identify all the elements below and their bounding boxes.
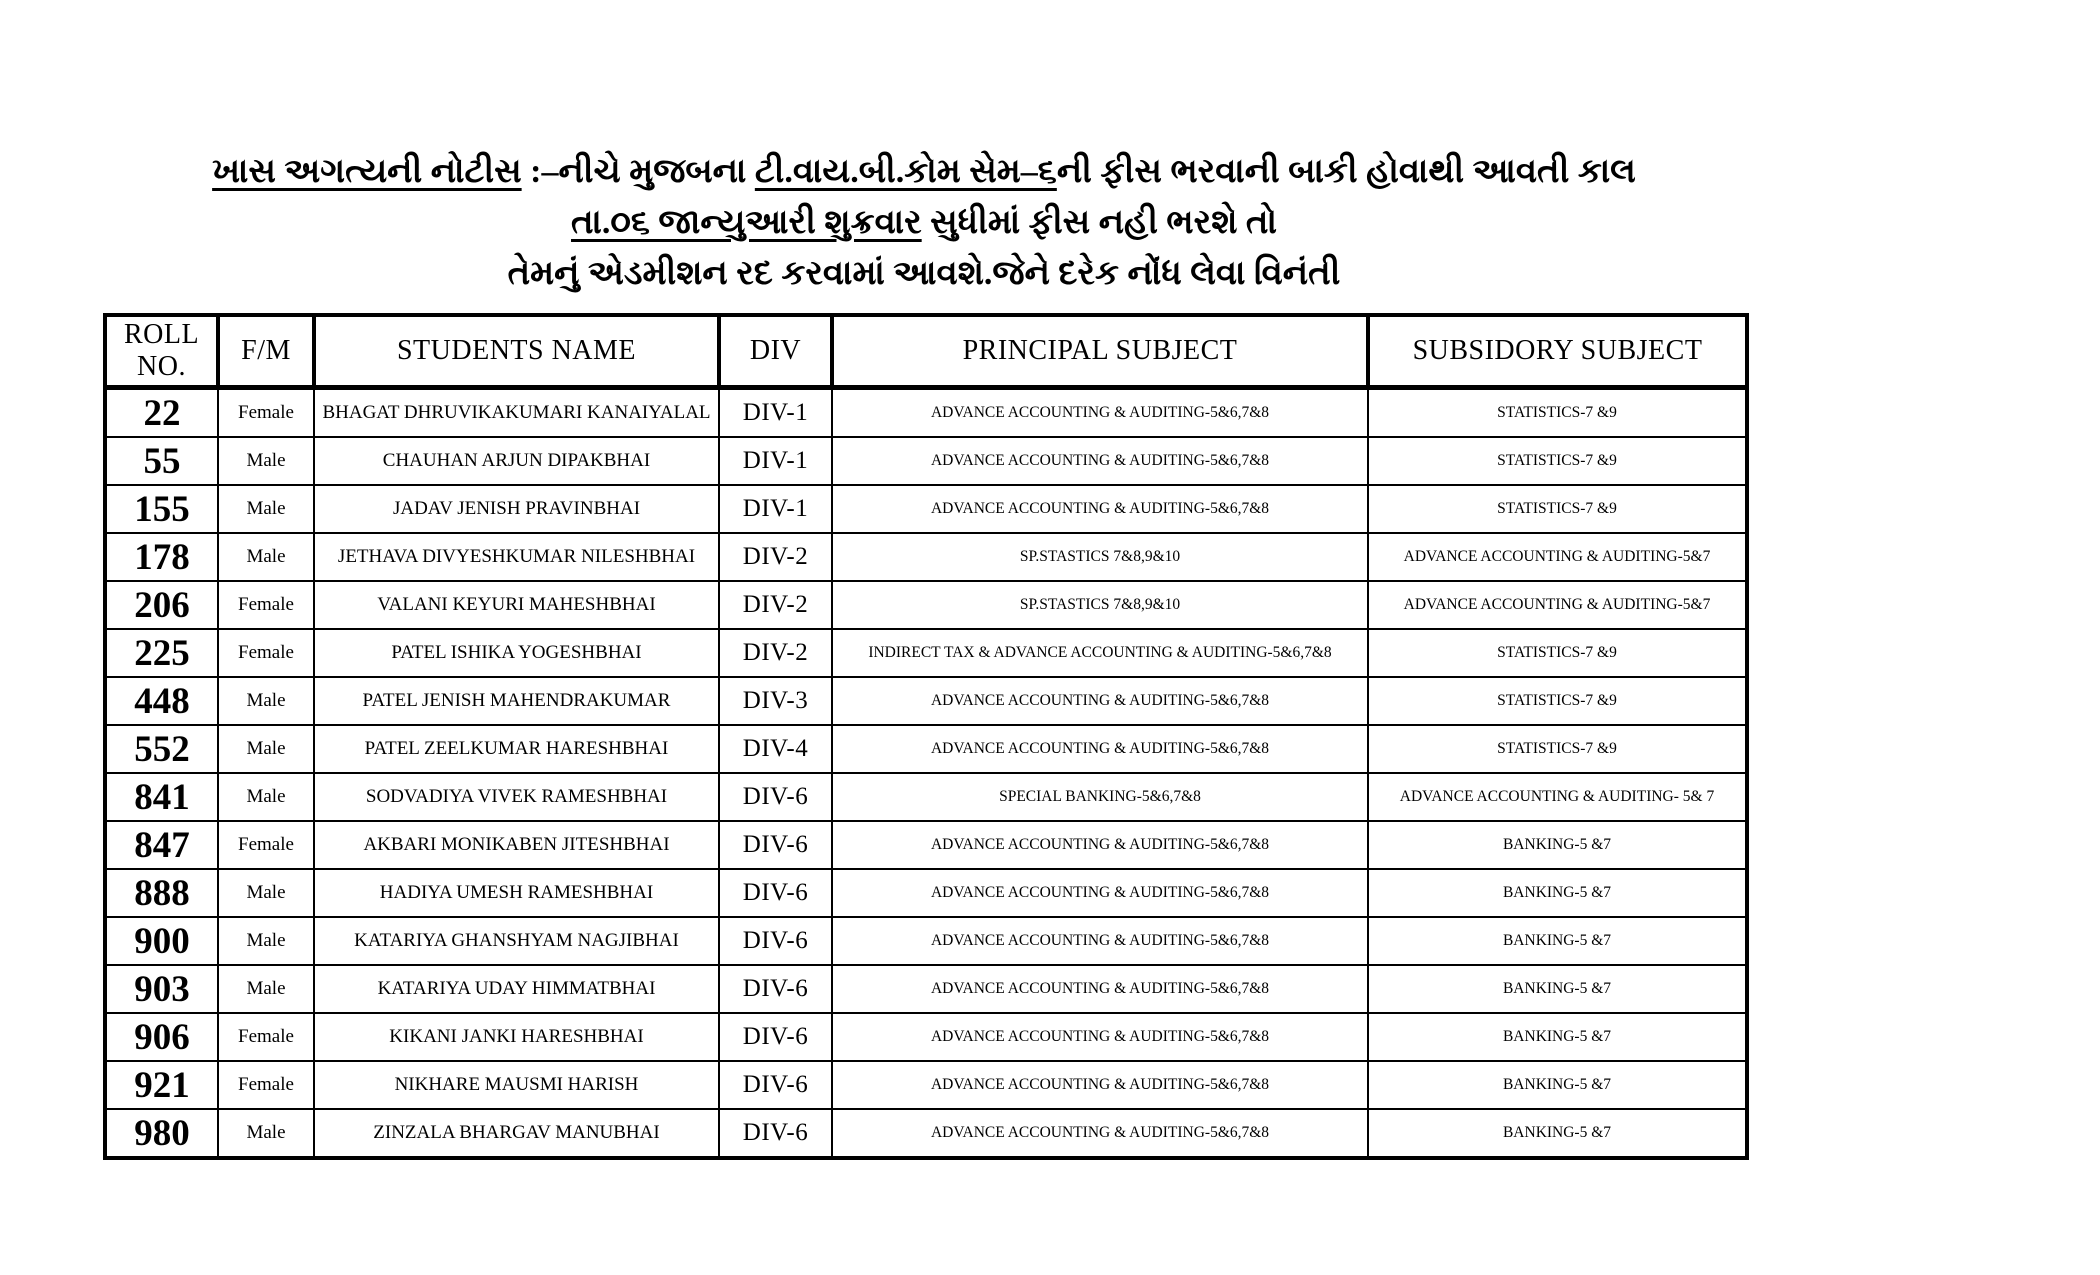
div-cell: DIV-2 xyxy=(719,533,832,581)
div-cell: DIV-4 xyxy=(719,725,832,773)
principal-cell: ADVANCE ACCOUNTING & AUDITING-5&6,7&8 xyxy=(832,821,1368,869)
table-row xyxy=(105,533,1747,581)
roll-cell: 155 xyxy=(105,485,218,533)
notice-text-segment: સુધીમાં ફીસ નહી ભરશે તો xyxy=(921,204,1277,241)
principal-cell: ADVANCE ACCOUNTING & AUDITING-5&6,7&8 xyxy=(832,437,1368,485)
principal-cell: ADVANCE ACCOUNTING & AUDITING-5&6,7&8 xyxy=(832,388,1368,438)
roll-cell: 178 xyxy=(105,533,218,581)
roll-cell: 903 xyxy=(105,965,218,1013)
name-cell: AKBARI MONIKABEN JITESHBHAI xyxy=(314,821,719,869)
div-cell: DIV-6 xyxy=(719,965,832,1013)
fm-cell: Female xyxy=(218,388,314,438)
table-row xyxy=(105,821,1747,869)
subsidory-cell: BANKING-5 &7 xyxy=(1368,965,1747,1013)
div-cell: DIV-2 xyxy=(719,629,832,677)
div-cell: DIV-6 xyxy=(719,1013,832,1061)
column-header-roll-no: ROLL NO. xyxy=(105,315,218,388)
div-cell: DIV-6 xyxy=(719,917,832,965)
div-cell: DIV-6 xyxy=(719,821,832,869)
notice-text-segment: ખાસ અગત્યની નોટીસ xyxy=(212,153,522,190)
principal-cell: ADVANCE ACCOUNTING & AUDITING-5&6,7&8 xyxy=(832,725,1368,773)
table-row xyxy=(105,773,1747,821)
name-cell: PATEL ZEELKUMAR HARESHBHAI xyxy=(314,725,719,773)
student-fee-table xyxy=(103,313,1749,1160)
roll-cell: 552 xyxy=(105,725,218,773)
div-cell: DIV-1 xyxy=(719,388,832,438)
roll-cell: 55 xyxy=(105,437,218,485)
name-cell: SODVADIYA VIVEK RAMESHBHAI xyxy=(314,773,719,821)
name-cell: KATARIYA UDAY HIMMATBHAI xyxy=(314,965,719,1013)
fm-cell: Female xyxy=(218,1013,314,1061)
div-cell: DIV-6 xyxy=(719,1109,832,1158)
table-row xyxy=(105,1013,1747,1061)
table-row xyxy=(105,485,1747,533)
notice-text-segment: ટી.વાય.બી.કોમ સેમ–૬ xyxy=(754,153,1057,190)
principal-cell: ADVANCE ACCOUNTING & AUDITING-5&6,7&8 xyxy=(832,869,1368,917)
div-cell: DIV-6 xyxy=(719,869,832,917)
fm-cell: Female xyxy=(218,581,314,629)
notice xyxy=(103,146,1745,299)
fm-cell: Male xyxy=(218,533,314,581)
table-row xyxy=(105,917,1747,965)
table-row xyxy=(105,629,1747,677)
notice-line-3 xyxy=(103,248,1745,299)
subsidory-cell: STATISTICS-7 &9 xyxy=(1368,437,1747,485)
div-cell: DIV-6 xyxy=(719,1061,832,1109)
fm-cell: Male xyxy=(218,869,314,917)
div-cell: DIV-1 xyxy=(719,437,832,485)
subsidory-cell: BANKING-5 &7 xyxy=(1368,1013,1747,1061)
student-table-body xyxy=(105,388,1747,1159)
fm-cell: Male xyxy=(218,725,314,773)
roll-cell: 841 xyxy=(105,773,218,821)
name-cell: NIKHARE MAUSMI HARISH xyxy=(314,1061,719,1109)
div-cell: DIV-3 xyxy=(719,677,832,725)
subsidory-cell: STATISTICS-7 &9 xyxy=(1368,388,1747,438)
fm-cell: Female xyxy=(218,1061,314,1109)
subsidory-cell: STATISTICS-7 &9 xyxy=(1368,725,1747,773)
name-cell: JADAV JENISH PRAVINBHAI xyxy=(314,485,719,533)
column-header-principal-subject: PRINCIPAL SUBJECT xyxy=(832,315,1368,388)
table-row xyxy=(105,677,1747,725)
column-header-students-name: STUDENTS NAME xyxy=(314,315,719,388)
fm-cell: Male xyxy=(218,773,314,821)
roll-cell: 448 xyxy=(105,677,218,725)
name-cell: CHAUHAN ARJUN DIPAKBHAI xyxy=(314,437,719,485)
subsidory-cell: BANKING-5 &7 xyxy=(1368,917,1747,965)
table-row xyxy=(105,1109,1747,1158)
subsidory-cell: BANKING-5 &7 xyxy=(1368,1061,1747,1109)
roll-cell: 206 xyxy=(105,581,218,629)
principal-cell: ADVANCE ACCOUNTING & AUDITING-5&6,7&8 xyxy=(832,485,1368,533)
fm-cell: Female xyxy=(218,629,314,677)
subsidory-cell: BANKING-5 &7 xyxy=(1368,821,1747,869)
fm-cell: Male xyxy=(218,437,314,485)
subsidory-cell: BANKING-5 &7 xyxy=(1368,869,1747,917)
notice-text-segment: :–નીચે મુજબના xyxy=(521,153,755,190)
table-header-row xyxy=(105,315,1747,388)
principal-cell: ADVANCE ACCOUNTING & AUDITING-5&6,7&8 xyxy=(832,1109,1368,1158)
notice-text-segment: ની ફીસ ભરવાની બાકી હોવાથી આવતી કાલ xyxy=(1056,153,1636,190)
subsidory-cell: ADVANCE ACCOUNTING & AUDITING- 5& 7 xyxy=(1368,773,1747,821)
roll-cell: 847 xyxy=(105,821,218,869)
name-cell: KIKANI JANKI HARESHBHAI xyxy=(314,1013,719,1061)
fm-cell: Male xyxy=(218,485,314,533)
subsidory-cell: ADVANCE ACCOUNTING & AUDITING-5&7 xyxy=(1368,581,1747,629)
roll-cell: 900 xyxy=(105,917,218,965)
notice-text-segment: તા.૦૬ જાન્યુઆરી શુક્રવાર xyxy=(571,204,922,241)
table-row xyxy=(105,965,1747,1013)
roll-cell: 921 xyxy=(105,1061,218,1109)
column-header-subsidory-subject: SUBSIDORY SUBJECT xyxy=(1368,315,1747,388)
column-header-fm: F/M xyxy=(218,315,314,388)
roll-cell: 906 xyxy=(105,1013,218,1061)
name-cell: PATEL ISHIKA YOGESHBHAI xyxy=(314,629,719,677)
name-cell: VALANI KEYURI MAHESHBHAI xyxy=(314,581,719,629)
table-row xyxy=(105,869,1747,917)
table-row xyxy=(105,388,1747,438)
table-row xyxy=(105,437,1747,485)
principal-cell: SP.STASTICS 7&8,9&10 xyxy=(832,581,1368,629)
fm-cell: Male xyxy=(218,677,314,725)
subsidory-cell: STATISTICS-7 &9 xyxy=(1368,677,1747,725)
table-row xyxy=(105,581,1747,629)
roll-cell: 980 xyxy=(105,1109,218,1158)
notice-line-1 xyxy=(103,146,1745,197)
name-cell: PATEL JENISH MAHENDRAKUMAR xyxy=(314,677,719,725)
name-cell: JETHAVA DIVYESHKUMAR NILESHBHAI xyxy=(314,533,719,581)
table-row xyxy=(105,1061,1747,1109)
principal-cell: ADVANCE ACCOUNTING & AUDITING-5&6,7&8 xyxy=(832,965,1368,1013)
subsidory-cell: BANKING-5 &7 xyxy=(1368,1109,1747,1158)
column-header-div: DIV xyxy=(719,315,832,388)
fm-cell: Male xyxy=(218,965,314,1013)
roll-cell: 225 xyxy=(105,629,218,677)
name-cell: KATARIYA GHANSHYAM NAGJIBHAI xyxy=(314,917,719,965)
roll-cell: 888 xyxy=(105,869,218,917)
div-cell: DIV-6 xyxy=(719,773,832,821)
principal-cell: ADVANCE ACCOUNTING & AUDITING-5&6,7&8 xyxy=(832,1061,1368,1109)
fm-cell: Male xyxy=(218,1109,314,1158)
subsidory-cell: STATISTICS-7 &9 xyxy=(1368,629,1747,677)
div-cell: DIV-2 xyxy=(719,581,832,629)
roll-cell: 22 xyxy=(105,388,218,438)
div-cell: DIV-1 xyxy=(719,485,832,533)
principal-cell: ADVANCE ACCOUNTING & AUDITING-5&6,7&8 xyxy=(832,917,1368,965)
table-row xyxy=(105,725,1747,773)
fm-cell: Female xyxy=(218,821,314,869)
principal-cell: SP.STASTICS 7&8,9&10 xyxy=(832,533,1368,581)
principal-cell: SPECIAL BANKING-5&6,7&8 xyxy=(832,773,1368,821)
notice-text-segment: તેમનું એડમીશન રદ કરવામાં આવશે.જેને દરેક નોંધ લેવા વિનંતી xyxy=(507,255,1341,292)
subsidory-cell: STATISTICS-7 &9 xyxy=(1368,485,1747,533)
principal-cell: ADVANCE ACCOUNTING & AUDITING-5&6,7&8 xyxy=(832,1013,1368,1061)
subsidory-cell: ADVANCE ACCOUNTING & AUDITING-5&7 xyxy=(1368,533,1747,581)
fm-cell: Male xyxy=(218,917,314,965)
notice-line-2 xyxy=(103,197,1745,248)
name-cell: ZINZALA BHARGAV MANUBHAI xyxy=(314,1109,719,1158)
principal-cell: INDIRECT TAX & ADVANCE ACCOUNTING & AUDITING-5&6,7&8 xyxy=(832,629,1368,677)
principal-cell: ADVANCE ACCOUNTING & AUDITING-5&6,7&8 xyxy=(832,677,1368,725)
name-cell: BHAGAT DHRUVIKAKUMARI KANAIYALAL xyxy=(314,388,719,438)
name-cell: HADIYA UMESH RAMESHBHAI xyxy=(314,869,719,917)
